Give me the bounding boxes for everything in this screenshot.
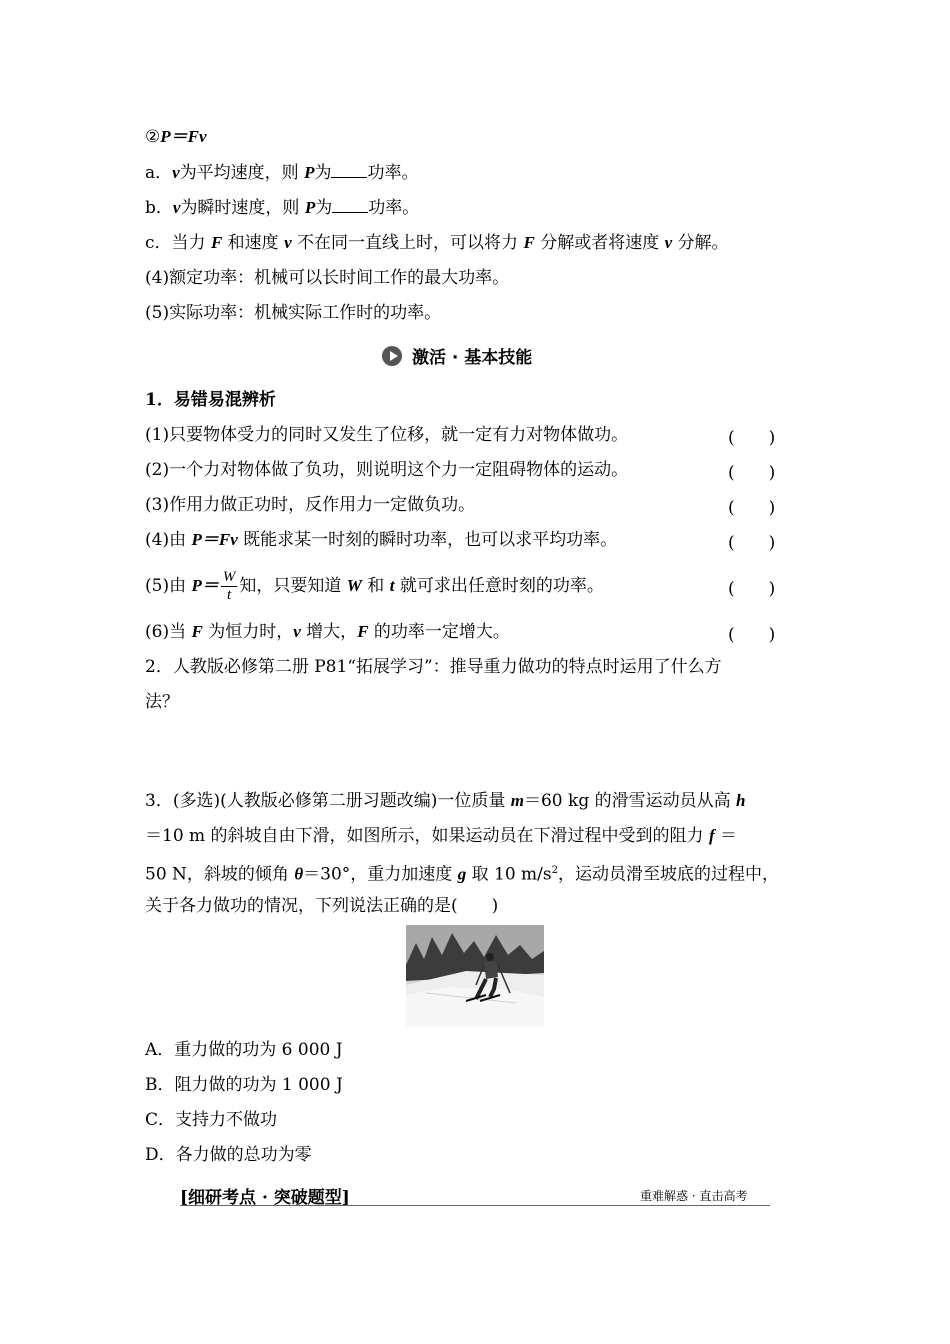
- option-c[interactable]: C．支持力不做功: [145, 1110, 278, 1130]
- answer-paren-4[interactable]: ( ): [728, 533, 776, 553]
- option-a[interactable]: A．重力做的功为 6 000 J: [145, 1040, 343, 1060]
- fraction: $\frac{W}{t}$: [222, 569, 236, 603]
- play-icon: [382, 346, 402, 366]
- option-d[interactable]: D．各力做的总功为零: [145, 1145, 312, 1165]
- answer-paren-5[interactable]: ( ): [728, 579, 776, 599]
- answer-paren-3[interactable]: ( ): [728, 498, 776, 518]
- answer-paren-6[interactable]: ( ): [728, 625, 776, 645]
- item-a: a．v为平均速度，则 P为 功率。: [145, 163, 419, 183]
- footer-tagline: 重难解惑 · 直击高考: [640, 1189, 748, 1203]
- fill-blank[interactable]: [332, 196, 368, 213]
- option-b[interactable]: B．阻力做的功为 1 000 J: [145, 1075, 343, 1095]
- q1-statement-3: (3)作用力做正功时，反作用力一定做负功。: [145, 495, 476, 515]
- fill-blank[interactable]: [331, 161, 367, 178]
- footer-section-title: [细研考点 · 突破题型]: [180, 1188, 350, 1208]
- q1-statement-2: (2)一个力对物体做了负功，则说明这个力一定阻碍物体的运动。: [145, 460, 629, 480]
- answer-paren-1[interactable]: ( ): [728, 428, 776, 448]
- q2-line-2: 法？: [145, 692, 179, 712]
- formula-line: [145, 125, 207, 149]
- q3-line-1: 3．(多选)(人教版必修第二册习题改编)一位质量 m＝60 kg 的滑雪运动员从高 h: [145, 791, 746, 811]
- power-formula: P＝Fv: [160, 127, 207, 146]
- actual-power: (5)实际功率：机械实际工作时的功率。: [145, 303, 442, 323]
- item-c: c．当力 F 和速度 v 不在同一直线上时，可以将力 F 分解或者将速度 v 分解。: [145, 233, 729, 253]
- section-heading: [382, 343, 532, 368]
- answer-paren-2[interactable]: ( ): [728, 463, 776, 483]
- q1-statement-5: (5)由 P＝ $\frac{W}{t}$ 知，只要知道 W 和 t 就可求出任意时刻的功率。: [145, 569, 604, 603]
- q3-line-4: 关于各力做功的情况，下列说法正确的是( ): [145, 896, 499, 916]
- footer-divider: [180, 1205, 770, 1206]
- circled-number: ②: [145, 127, 161, 147]
- item-b: b．v为瞬时速度，则 P为 功率。: [145, 198, 420, 218]
- q3-line-2: ＝10 m 的斜坡自由下滑，如图所示，如果运动员在下滑过程中受到的阻力 f ＝: [145, 826, 738, 846]
- q1-statement-6: (6)当 F 为恒力时，v 增大，F 的功率一定增大。: [145, 622, 510, 642]
- skier-photo: [406, 925, 544, 1027]
- section-title: 激活 · 基本技能: [412, 348, 533, 368]
- q2-line-1: 2．人教版必修第二册 P81“拓展学习”：推导重力做功的特点时运用了什么方: [145, 657, 722, 677]
- q1-title: 1．易错易混辨析: [145, 390, 276, 410]
- q3-line-3: 50 N，斜坡的倾角 θ＝30°，重力加速度 g 取 10 $m/s^2$，运动员滑至坡底的过程中，: [145, 864, 779, 885]
- rated-power: (4)额定功率：机械可以长时间工作的最大功率。: [145, 268, 510, 288]
- q1-statement-1: (1)只要物体受力的同时又发生了位移，就一定有力对物体做功。: [145, 425, 629, 445]
- q1-statement-4: (4)由 P＝Fv 既能求某一时刻的瞬时功率，也可以求平均功率。: [145, 530, 618, 550]
